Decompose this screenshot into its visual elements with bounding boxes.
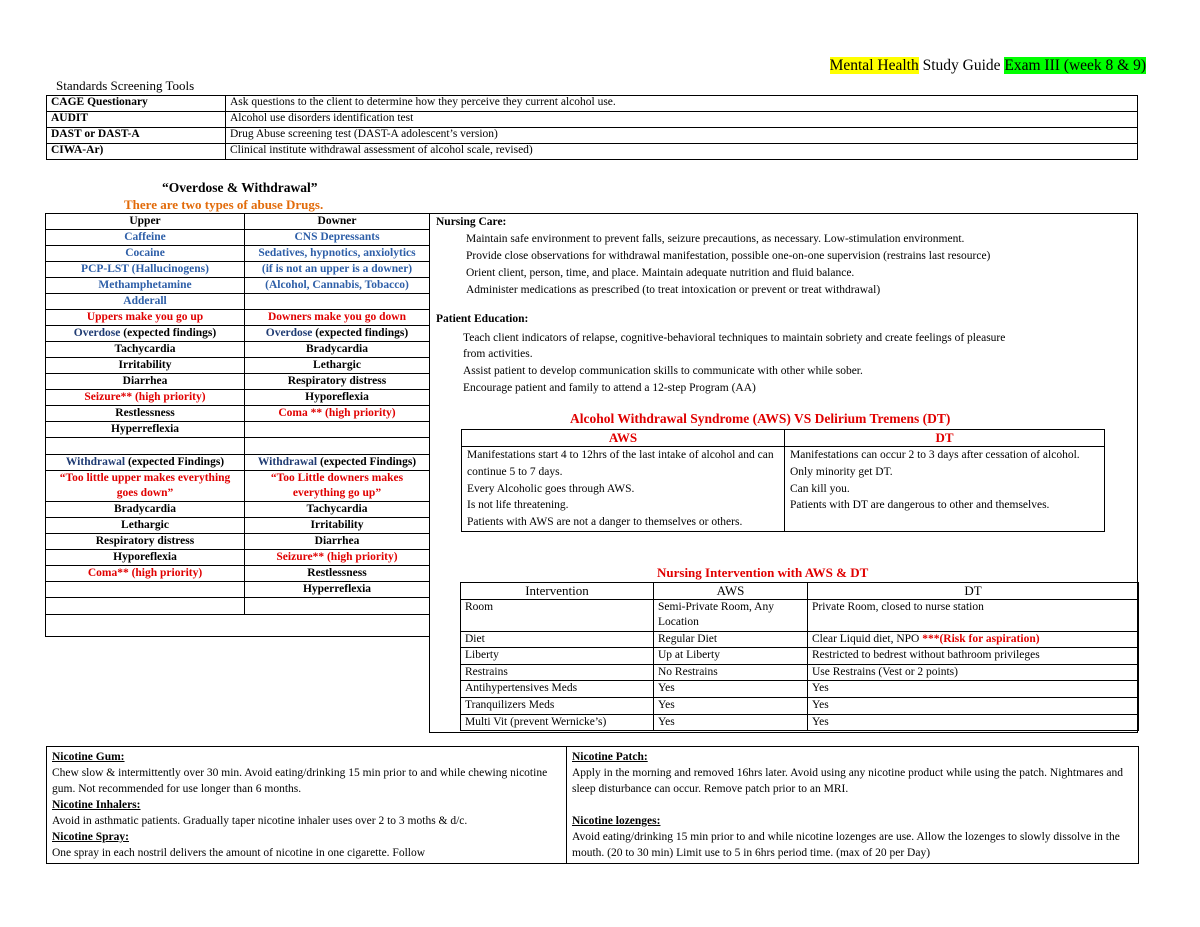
- nicotine-spray-heading: Nicotine Spray:: [52, 831, 129, 843]
- table-row: [46, 358, 430, 374]
- table-row: [46, 262, 430, 278]
- downer-drug: (Alcohol, Cannabis, Tobacco): [245, 278, 430, 294]
- table-row: [46, 582, 430, 598]
- withdrawal-rest: (expected Findings): [125, 456, 225, 468]
- nicotine-left-cell: [47, 747, 567, 864]
- dt-value-text: Clear Liquid diet, NPO: [812, 632, 923, 645]
- downer-finding: Restlessness: [245, 566, 430, 582]
- intervention-title: Nursing Intervention with AWS & DT: [657, 565, 869, 580]
- aws-line: Manifestations start 4 to 12hrs of the last intake of alcohol and can continue 5 to 7 days.: [467, 449, 774, 478]
- table-row: [46, 566, 430, 582]
- table-row: [46, 406, 430, 422]
- aws-value: Up at Liberty: [654, 648, 808, 665]
- nicotine-right-cell: [567, 747, 1139, 864]
- downer-finding: Diarrhea: [245, 534, 430, 550]
- downer-drug: [245, 294, 430, 310]
- table-row: [46, 422, 430, 438]
- withdrawal-word: Withdrawal: [257, 456, 318, 468]
- dt-value: Yes: [808, 697, 1139, 714]
- tool-desc: Drug Abuse screening test (DAST-A adolescent’s version): [226, 128, 1138, 144]
- tool-name: CAGE Questionary: [47, 96, 226, 112]
- upper-drug: PCP-LST (Hallucinogens): [46, 262, 245, 278]
- nursing-care-line: Administer medications as prescribed (to treat intoxication or prevent or treat withdrawal): [466, 284, 881, 296]
- table-row: [47, 747, 1139, 864]
- intervention-name: Liberty: [461, 648, 654, 665]
- table-row: [46, 502, 430, 518]
- table-row: [46, 230, 430, 246]
- patient-education-line: Encourage patient and family to attend a 12-step Program (AA): [463, 382, 756, 394]
- upper-finding: [46, 582, 245, 598]
- aws-dt-title: Alcohol Withdrawal Syndrome (AWS) VS Delirium Tremens (DT): [570, 411, 951, 426]
- spacer: [572, 797, 1133, 813]
- table-row: [461, 631, 1139, 648]
- downer-withdrawal-quote: “Too Little downers makes everything go up”: [245, 471, 430, 502]
- table-row: [47, 128, 1138, 144]
- table-row: [461, 599, 1139, 631]
- table-row: [46, 278, 430, 294]
- upper-finding: Restlessness: [46, 406, 245, 422]
- table-row: [46, 518, 430, 534]
- overdose-word: Overdose: [265, 327, 313, 339]
- downer-finding: Bradycardia: [245, 342, 430, 358]
- downer-drug: (if is not an upper is a downer): [245, 262, 430, 278]
- aws-line: Patients with AWS are not a danger to themselves or others.: [467, 516, 743, 529]
- table-row: [47, 112, 1138, 128]
- dt-value: Yes: [808, 681, 1139, 698]
- table-row: [461, 583, 1139, 600]
- upper-finding: Diarrhea: [46, 374, 245, 390]
- downer-finding: [245, 422, 430, 438]
- nursing-care-line: Orient client, person, time, and place. Maintain adequate nutrition and fluid balance.: [466, 267, 855, 279]
- table-row: [46, 214, 430, 230]
- patient-education-line: Teach client indicators of relapse, cognitive-behavioral techniques to maintain sobriety and create feelings of pleasure: [463, 332, 1006, 344]
- nursing-care-heading: Nursing Care:: [436, 216, 507, 228]
- intervention-name: Multi Vit (prevent Wernicke’s): [461, 714, 654, 731]
- intervention-name: Room: [461, 599, 654, 631]
- table-row: [46, 374, 430, 390]
- table-row: [47, 96, 1138, 112]
- patient-education-heading: Patient Education:: [436, 313, 529, 325]
- downer-drug: Sedatives, hypnotics, anxiolytics: [245, 246, 430, 262]
- aws-header: AWS: [462, 430, 785, 447]
- table-row: [461, 681, 1139, 698]
- tool-desc: Clinical institute withdrawal assessment of alcohol scale, revised): [226, 144, 1138, 160]
- intervention-name: Diet: [461, 631, 654, 648]
- table-row: [47, 144, 1138, 160]
- upper-finding: Hyporeflexia: [46, 550, 245, 566]
- table-row: [46, 455, 430, 471]
- tool-desc: Ask questions to the client to determine how they perceive they current alcohol use.: [226, 96, 1138, 112]
- dt-header: DT: [808, 583, 1139, 600]
- nicotine-inhaler-heading: Nicotine Inhalers:: [52, 799, 141, 811]
- upper-drug: Methamphetamine: [46, 278, 245, 294]
- intervention-name: Restrains: [461, 664, 654, 681]
- overdose-word: Overdose: [73, 327, 121, 339]
- dt-cell: [785, 447, 1105, 532]
- standards-title: Standards Screening Tools: [56, 78, 195, 93]
- aws-cell: [462, 447, 785, 532]
- aws-value: Yes: [654, 681, 808, 698]
- nicotine-gum-text: Chew slow & intermittently over 30 min. Avoid eating/drinking 15 min prior to and while chewing nicotine gum. Not recommended for use longer than 6 months.: [52, 767, 548, 795]
- table-row: [461, 648, 1139, 665]
- aws-value: Regular Diet: [654, 631, 808, 648]
- downer-header: Downer: [245, 214, 430, 230]
- upper-finding: Seizure** (high priority): [46, 390, 245, 406]
- nicotine-lozenge-heading: Nicotine lozenges:: [572, 815, 661, 827]
- withdrawal-rest: (expected Findings): [317, 456, 417, 468]
- intervention-name: Antihypertensives Meds: [461, 681, 654, 698]
- upper-finding: Bradycardia: [46, 502, 245, 518]
- table-row: [461, 697, 1139, 714]
- downer-finding: Tachycardia: [245, 502, 430, 518]
- upper-drug: Caffeine: [46, 230, 245, 246]
- withdrawal-word: Withdrawal: [65, 456, 126, 468]
- table-row: [46, 534, 430, 550]
- upper-overdose-header: [46, 326, 245, 342]
- dt-header: DT: [785, 430, 1105, 447]
- empty-cell: [245, 598, 430, 615]
- downer-finding: Coma ** (high priority): [245, 406, 430, 422]
- nicotine-lozenge-text: Avoid eating/drinking 15 min prior to and while nicotine lozenges are use. Allow the lozenges to slowly dissolve in the mouth. (20 to 30 min) Limit use to 5 in 6hrs period time. (max of 20 per Day): [572, 831, 1120, 859]
- drug-table: [45, 213, 430, 637]
- nicotine-spray-text: One spray in each nostril delivers the amount of nicotine in one cigarette. Follow: [52, 847, 426, 859]
- table-row: [46, 598, 430, 615]
- downer-finding: Seizure** (high priority): [245, 550, 430, 566]
- tool-desc: Alcohol use disorders identification test: [226, 112, 1138, 128]
- dt-value: Restricted to bedrest without bathroom privileges: [808, 648, 1139, 665]
- aws-header: AWS: [654, 583, 808, 600]
- aws-dt-table: [461, 429, 1105, 532]
- standards-table: [46, 95, 1138, 160]
- dt-line: Manifestations can occur 2 to 3 days after cessation of alcohol.: [790, 449, 1080, 461]
- table-row: [46, 326, 430, 342]
- aws-line: Every Alcoholic goes through AWS.: [467, 482, 635, 495]
- overdose-withdrawal-subtitle: There are two types of abuse Drugs.: [124, 197, 324, 212]
- upper-withdrawal-header: [46, 455, 245, 471]
- empty-cell: [46, 598, 245, 615]
- table-row: [46, 294, 430, 310]
- aws-value: Yes: [654, 697, 808, 714]
- empty-cell: [46, 438, 245, 455]
- upper-finding: Hyperreflexia: [46, 422, 245, 438]
- table-row: [462, 430, 1105, 447]
- overdose-withdrawal-title: “Overdose & Withdrawal”: [162, 180, 318, 195]
- downer-finding: Hyporeflexia: [245, 390, 430, 406]
- upper-withdrawal-quote: “Too little upper makes everything goes down”: [46, 471, 245, 502]
- dt-value: Use Restrains (Vest or 2 points): [808, 664, 1139, 681]
- overdose-rest: (expected findings): [312, 327, 409, 339]
- nursing-care-line: Maintain safe environment to prevent falls, seizure precautions, as necessary. Low-stimulation environment.: [466, 233, 965, 245]
- dt-value: [808, 631, 1139, 648]
- dt-value: Yes: [808, 714, 1139, 731]
- nursing-care-line: Provide close observations for withdrawal manifestation, possible one-on-one supervision (restrains last resource): [466, 250, 991, 262]
- downer-withdrawal-header: [245, 455, 430, 471]
- nicotine-patch-text: Apply in the morning and removed 16hrs later. Avoid using any nicotine product while using the patch. Nightmares and sleep disturbance can occur. Remove patch prior to an MRI.: [572, 767, 1124, 795]
- upper-rule: Uppers make you go up: [46, 310, 245, 326]
- table-row: [46, 615, 430, 637]
- aws-value: Yes: [654, 714, 808, 731]
- downer-finding: Respiratory distress: [245, 374, 430, 390]
- downer-finding: Hyperreflexia: [245, 582, 430, 598]
- nicotine-patch-heading: Nicotine Patch:: [572, 751, 648, 763]
- header-highlight-green: Exam III (week 8 & 9): [1004, 57, 1146, 74]
- intervention-table: [460, 582, 1139, 731]
- aws-value: No Restrains: [654, 664, 808, 681]
- upper-header: Upper: [46, 214, 245, 230]
- upper-finding: Lethargic: [46, 518, 245, 534]
- downer-overdose-header: [245, 326, 430, 342]
- header-highlight-yellow: Mental Health: [829, 57, 919, 74]
- table-row: [46, 342, 430, 358]
- header-middle: Study Guide: [918, 57, 1005, 74]
- dt-value: Private Room, closed to nurse station: [808, 599, 1139, 631]
- table-row: [462, 447, 1105, 532]
- intervention-header: Intervention: [461, 583, 654, 600]
- downer-finding: Lethargic: [245, 358, 430, 374]
- downer-finding: Irritability: [245, 518, 430, 534]
- upper-finding: Irritability: [46, 358, 245, 374]
- nicotine-table: [46, 746, 1139, 864]
- aws-value: Semi-Private Room, Any Location: [654, 599, 808, 631]
- table-row: [461, 714, 1139, 731]
- empty-cell: [46, 615, 430, 637]
- dt-line: Can kill you.: [790, 482, 850, 495]
- tool-name: DAST or DAST-A: [47, 128, 226, 144]
- table-row: [46, 390, 430, 406]
- intervention-name: Tranquilizers Meds: [461, 697, 654, 714]
- overdose-rest: (expected findings): [120, 327, 217, 339]
- upper-finding: Coma** (high priority): [46, 566, 245, 582]
- upper-finding: Respiratory distress: [46, 534, 245, 550]
- dt-line: Only minority get DT.: [790, 465, 893, 478]
- table-row: [461, 664, 1139, 681]
- nicotine-gum-heading: Nicotine Gum:: [52, 751, 125, 763]
- aws-line: Is not life threatening.: [467, 499, 569, 512]
- empty-cell: [245, 438, 430, 455]
- tool-name: AUDIT: [47, 112, 226, 128]
- downer-drug: CNS Depressants: [245, 230, 430, 246]
- patient-education-line: Assist patient to develop communication skills to communicate with other while sober.: [463, 365, 863, 377]
- dt-line: Patients with DT are dangerous to other and themselves.: [790, 499, 1050, 512]
- upper-drug: Adderall: [46, 294, 245, 310]
- upper-finding: Tachycardia: [46, 342, 245, 358]
- table-row: [46, 246, 430, 262]
- downer-rule: Downers make you go down: [245, 310, 430, 326]
- nicotine-inhaler-text: Avoid in asthmatic patients. Gradually taper nicotine inhaler uses over 2 to 3 moths & d/c.: [52, 815, 468, 827]
- tool-name: CIWA-Ar): [47, 144, 226, 160]
- table-row: [46, 471, 430, 502]
- table-row: [46, 550, 430, 566]
- table-row: [46, 310, 430, 326]
- page-header: [830, 57, 1146, 76]
- table-row: [46, 438, 430, 455]
- aspiration-risk: ***(Risk for aspiration): [922, 632, 1040, 645]
- patient-education-line: from activities.: [463, 348, 533, 360]
- upper-drug: Cocaine: [46, 246, 245, 262]
